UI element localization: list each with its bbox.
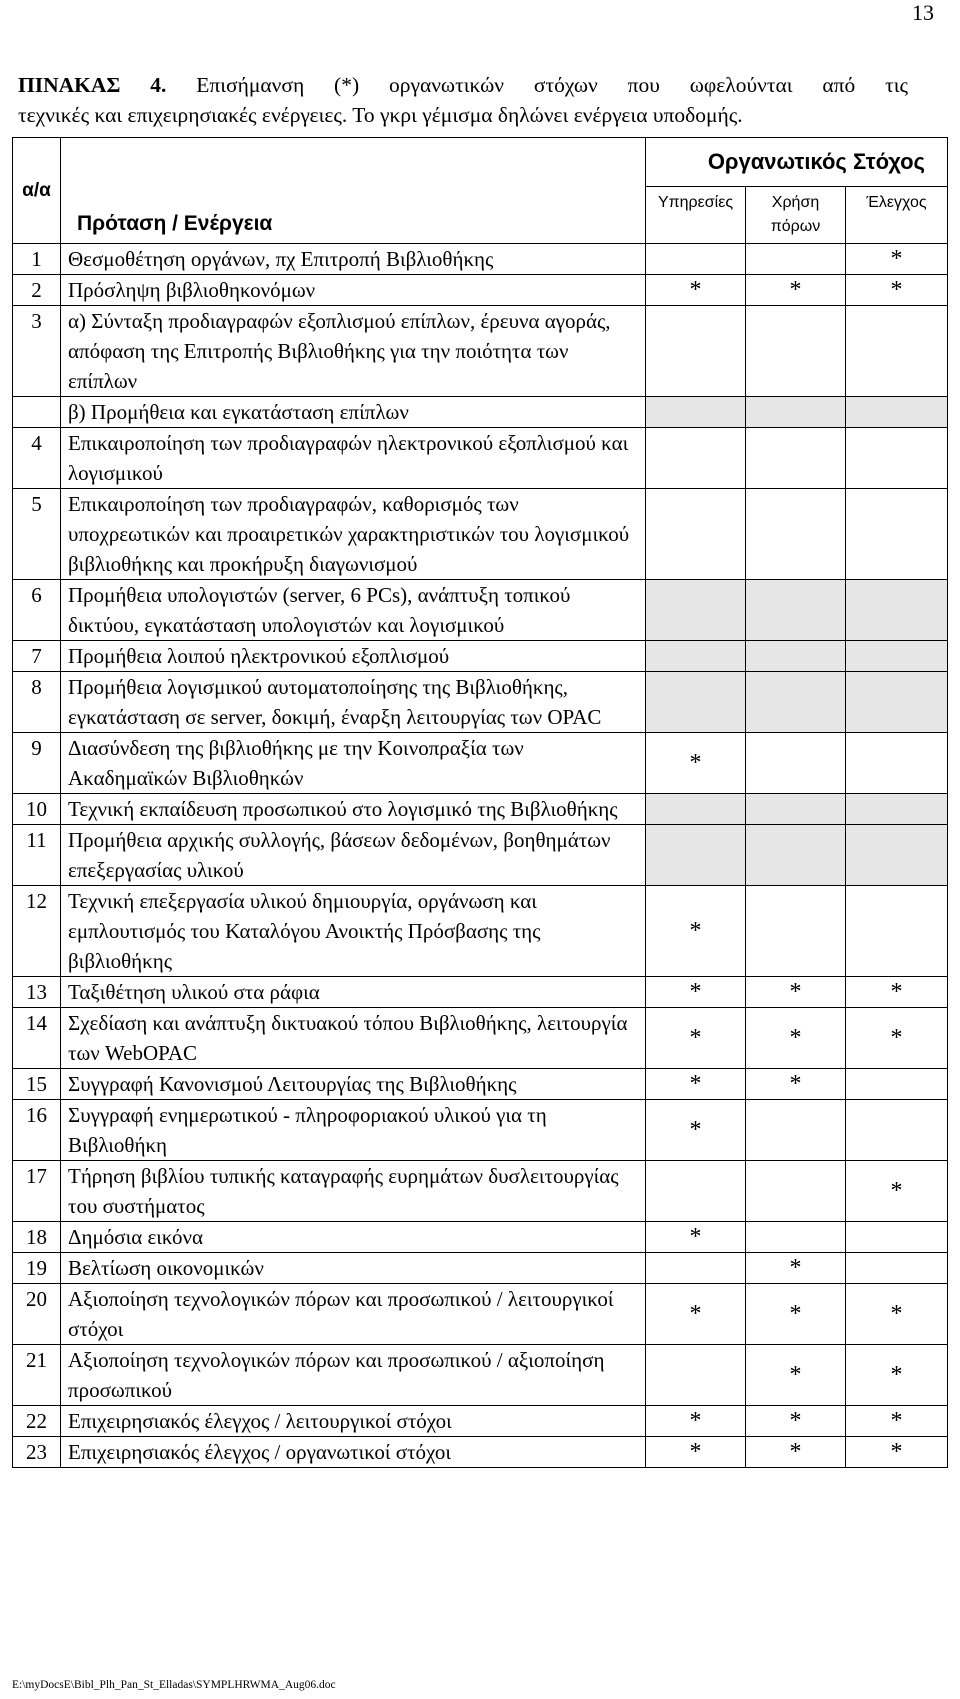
table-row: [13, 1406, 948, 1437]
header-goal: Οργανωτικός Στόχος: [646, 138, 948, 187]
row-number: 21: [13, 1345, 61, 1406]
caption-line-2: τεχνικές και επιχειρησιακές ενέργειες. Το γκρι γέμισμα δηλώνει ενέργεια υποδομής.: [18, 103, 743, 127]
row-number: 20: [13, 1284, 61, 1345]
table-row: [13, 1437, 948, 1468]
row-action-text: Επικαιροποίηση των προδιαγραφών ηλεκτρονικού εξοπλισμού και λογισμικού: [61, 428, 646, 489]
table-row: [13, 733, 948, 794]
row-mark-resources: [746, 397, 846, 428]
table-row: [13, 275, 948, 306]
row-mark-resources: [746, 672, 846, 733]
row-mark-control: [846, 428, 948, 489]
row-mark-services: [646, 489, 746, 580]
row-action-text: Διασύνδεση της βιβλιοθήκης με την Κοινοπραξία των Ακαδημαϊκών Βιβλιοθηκών: [61, 733, 646, 794]
goals-table: [12, 137, 948, 1468]
row-action-text: Επιχειρησιακός έλεγχος / λειτουργικοί στόχοι: [61, 1406, 646, 1437]
header-resources: [746, 187, 846, 244]
row-mark-services: [646, 825, 746, 886]
row-mark-resources: *: [746, 1069, 846, 1100]
table-row: [13, 1069, 948, 1100]
row-mark-resources: [746, 1161, 846, 1222]
row-mark-services: *: [646, 1284, 746, 1345]
header-action: Πρόταση / Ενέργεια: [61, 138, 646, 244]
row-mark-control: *: [846, 1008, 948, 1069]
table-row: [13, 1345, 948, 1406]
row-action-text: Επικαιροποίηση των προδιαγραφών, καθορισμός των υποχρεωτικών και προαιρετικών χαρακτηριστικών του λογισμικού βιβλιοθήκης και προκήρυξη διαγωνισμού: [61, 489, 646, 580]
row-mark-services: *: [646, 1437, 746, 1468]
row-mark-resources: [746, 580, 846, 641]
row-mark-services: *: [646, 1008, 746, 1069]
row-mark-control: [846, 397, 948, 428]
row-mark-services: [646, 397, 746, 428]
row-mark-resources: *: [746, 1253, 846, 1284]
table-row: [13, 244, 948, 275]
row-action-text: Προμήθεια αρχικής συλλογής, βάσεων δεδομένων, βοηθημάτων επεξεργασίας υλικού: [61, 825, 646, 886]
table-row: [13, 794, 948, 825]
row-number: 6: [13, 580, 61, 641]
caption-table-label: ΠΙΝΑΚΑΣ 4.: [18, 73, 167, 97]
row-action-text: α) Σύνταξη προδιαγραφών εξοπλισμού επίπλων, έρευνα αγοράς, απόφαση της Επιτροπής Βιβλιοθήκης για την ποιότητα των επίπλων: [61, 306, 646, 397]
row-number: 9: [13, 733, 61, 794]
table-header-row-1: [13, 138, 948, 187]
row-number: 4: [13, 428, 61, 489]
page-number: 13: [912, 0, 934, 25]
row-mark-services: [646, 244, 746, 275]
table-row: [13, 1253, 948, 1284]
table-row: [13, 1100, 948, 1161]
row-mark-control: *: [846, 275, 948, 306]
row-number: 22: [13, 1406, 61, 1437]
table-row: [13, 1161, 948, 1222]
row-mark-control: *: [846, 977, 948, 1008]
row-action-text: Τεχνική εκπαίδευση προσωπικού στο λογισμικό της Βιβλιοθήκης: [61, 794, 646, 825]
row-action-text: Συγγραφή Κανονισμού Λειτουργίας της Βιβλιοθήκης: [61, 1069, 646, 1100]
row-number: 14: [13, 1008, 61, 1069]
row-number: 18: [13, 1222, 61, 1253]
row-mark-services: *: [646, 733, 746, 794]
row-mark-services: *: [646, 977, 746, 1008]
row-mark-resources: *: [746, 1345, 846, 1406]
row-action-text: Δημόσια εικόνα: [61, 1222, 646, 1253]
row-mark-resources: [746, 428, 846, 489]
row-mark-control: *: [846, 1161, 948, 1222]
row-number: 1: [13, 244, 61, 275]
row-mark-resources: [746, 825, 846, 886]
row-mark-control: [846, 1253, 948, 1284]
table-row: [13, 1284, 948, 1345]
row-mark-services: [646, 1161, 746, 1222]
row-action-text: Θεσμοθέτηση οργάνων, πχ Επιτροπή Βιβλιοθήκης: [61, 244, 646, 275]
caption-line-1: [18, 70, 908, 100]
row-number: 3: [13, 306, 61, 397]
row-mark-control: [846, 306, 948, 397]
table-row: [13, 672, 948, 733]
row-mark-services: [646, 1345, 746, 1406]
table-row: [13, 397, 948, 428]
row-number: 23: [13, 1437, 61, 1468]
row-mark-services: [646, 428, 746, 489]
row-number: 8: [13, 672, 61, 733]
row-mark-resources: [746, 1100, 846, 1161]
row-mark-resources: [746, 886, 846, 977]
row-mark-services: *: [646, 1222, 746, 1253]
row-number: 15: [13, 1069, 61, 1100]
row-mark-control: [846, 1069, 948, 1100]
row-mark-control: [846, 886, 948, 977]
table-row: [13, 428, 948, 489]
header-resources-line-1: Χρήση: [771, 194, 820, 211]
row-mark-control: [846, 794, 948, 825]
row-number: 17: [13, 1161, 61, 1222]
row-mark-control: [846, 1222, 948, 1253]
row-action-text: Συγγραφή ενημερωτικού - πληροφοριακού υλικού για τη Βιβλιοθήκη: [61, 1100, 646, 1161]
row-mark-control: [846, 672, 948, 733]
row-number: 7: [13, 641, 61, 672]
row-mark-control: *: [846, 1345, 948, 1406]
row-mark-services: [646, 794, 746, 825]
row-action-text: Ταξιθέτηση υλικού στα ράφια: [61, 977, 646, 1008]
row-number: 13: [13, 977, 61, 1008]
row-action-text: Βελτίωση οικονομικών: [61, 1253, 646, 1284]
table-row: [13, 306, 948, 397]
row-number: 2: [13, 275, 61, 306]
row-mark-control: *: [846, 1437, 948, 1468]
row-mark-control: [846, 733, 948, 794]
table-row: [13, 825, 948, 886]
row-mark-control: *: [846, 244, 948, 275]
row-mark-resources: *: [746, 977, 846, 1008]
row-mark-resources: [746, 794, 846, 825]
row-action-text: Προμήθεια υπολογιστών (server, 6 PCs), ανάπτυξη τοπικού δικτύου, εγκατάσταση υπολογιστών και λογισμικού: [61, 580, 646, 641]
row-mark-resources: *: [746, 1008, 846, 1069]
row-mark-resources: *: [746, 1406, 846, 1437]
row-action-text: Αξιοποίηση τεχνολογικών πόρων και προσωπικού / λειτουργικοί στόχοι: [61, 1284, 646, 1345]
row-mark-resources: [746, 306, 846, 397]
table-row: [13, 886, 948, 977]
row-mark-control: [846, 825, 948, 886]
table-row: [13, 1008, 948, 1069]
row-mark-control: [846, 1100, 948, 1161]
row-mark-control: [846, 580, 948, 641]
row-mark-control: [846, 489, 948, 580]
row-mark-resources: [746, 733, 846, 794]
row-mark-resources: [746, 489, 846, 580]
row-mark-services: [646, 672, 746, 733]
header-control: Έλεγχος: [846, 187, 948, 244]
row-number: 12: [13, 886, 61, 977]
row-mark-services: *: [646, 1100, 746, 1161]
row-number: [13, 397, 61, 428]
row-mark-services: [646, 306, 746, 397]
row-mark-control: *: [846, 1284, 948, 1345]
table-row: [13, 489, 948, 580]
row-mark-resources: [746, 641, 846, 672]
row-mark-services: [646, 580, 746, 641]
row-mark-control: *: [846, 1406, 948, 1437]
row-mark-resources: *: [746, 1437, 846, 1468]
row-action-text: Σχεδίαση και ανάπτυξη δικτυακού τόπου Βιβλιοθήκης, λειτουργία των WebOPAC: [61, 1008, 646, 1069]
row-mark-services: *: [646, 1069, 746, 1100]
row-mark-resources: [746, 244, 846, 275]
table-caption: [18, 70, 908, 130]
row-number: 16: [13, 1100, 61, 1161]
file-path-footer: E:\myDocsE\Bibl_Plh_Pan_St_Elladas\SYMPLHRWMA_Aug06.doc: [12, 1679, 336, 1691]
header-resources-line-2: πόρων: [770, 218, 821, 235]
table-row: [13, 977, 948, 1008]
row-action-text: Τήρηση βιβλίου τυπικής καταγραφής ευρημάτων δυσλειτουργίας του συστήματος: [61, 1161, 646, 1222]
row-mark-resources: *: [746, 275, 846, 306]
row-number: 11: [13, 825, 61, 886]
header-services: Υπηρεσίες: [646, 187, 746, 244]
row-action-text: Προμήθεια λοιπού ηλεκτρονικού εξοπλισμού: [61, 641, 646, 672]
row-mark-resources: *: [746, 1284, 846, 1345]
row-mark-control: [846, 641, 948, 672]
row-mark-services: [646, 641, 746, 672]
caption-line-1-text: Επισήμανση (*) οργανωτικών στόχων που ωφελούνται από τις: [196, 73, 909, 97]
row-action-text: Αξιοποίηση τεχνολογικών πόρων και προσωπικού / αξιοποίηση προσωπικού: [61, 1345, 646, 1406]
header-aa: α/α: [13, 138, 61, 244]
row-number: 10: [13, 794, 61, 825]
table-body: [13, 244, 948, 1468]
row-action-text: Πρόσληψη βιβλιοθηκονόμων: [61, 275, 646, 306]
row-action-text: Τεχνική επεξεργασία υλικού δημιουργία, οργάνωση και εμπλουτισμός του Καταλόγου Ανοικτής Πρόσβασης της βιβλιοθήκης: [61, 886, 646, 977]
table-row: [13, 641, 948, 672]
row-mark-services: [646, 1253, 746, 1284]
row-action-text: β) Προμήθεια και εγκατάσταση επίπλων: [61, 397, 646, 428]
row-mark-services: *: [646, 886, 746, 977]
row-number: 5: [13, 489, 61, 580]
table-row: [13, 580, 948, 641]
row-mark-resources: [746, 1222, 846, 1253]
row-action-text: Προμήθεια λογισμικού αυτοματοποίησης της Βιβλιοθήκης, εγκατάσταση σε server, δοκιμή, έναρξη λειτουργίας των OPAC: [61, 672, 646, 733]
table-row: [13, 1222, 948, 1253]
row-number: 19: [13, 1253, 61, 1284]
row-mark-services: *: [646, 275, 746, 306]
row-mark-services: *: [646, 1406, 746, 1437]
row-action-text: Επιχειρησιακός έλεγχος / οργανωτικοί στόχοι: [61, 1437, 646, 1468]
